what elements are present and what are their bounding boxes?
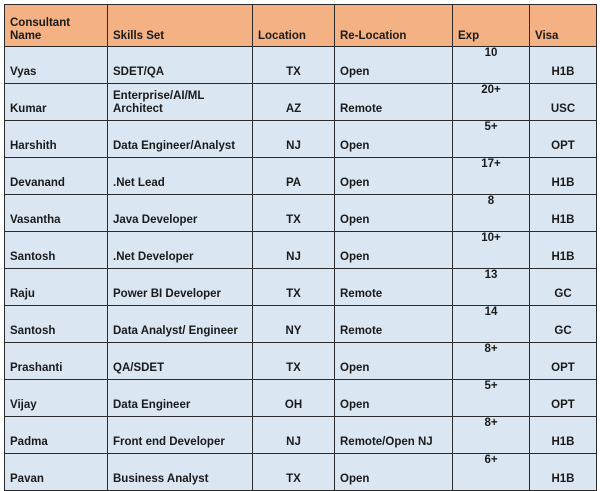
table-row — [5, 343, 597, 380]
table-row — [5, 158, 597, 195]
cell-exp: 8 — [453, 195, 530, 232]
cell-skills: QA/SDET — [108, 343, 253, 380]
cell-location: AZ — [253, 84, 335, 121]
cell-visa: GC — [530, 306, 597, 343]
consultant-sheet — [4, 4, 596, 485]
table-row — [5, 269, 597, 306]
header-name-line2: Name — [10, 30, 42, 42]
cell-location: OH — [253, 380, 335, 417]
table-row — [5, 47, 597, 84]
cell-name: Vasantha — [5, 195, 108, 232]
cell-location: TX — [253, 47, 335, 84]
cell-skills: .Net Lead — [108, 158, 253, 195]
cell-exp: 10 — [453, 47, 530, 84]
cell-exp: 20+ — [453, 84, 530, 121]
cell-relocation: Open — [335, 47, 453, 84]
cell-exp: 6+ — [453, 454, 530, 491]
cell-name: Kumar — [5, 84, 108, 121]
cell-name: Santosh — [5, 306, 108, 343]
cell-name: Vijay — [5, 380, 108, 417]
cell-visa: OPT — [530, 343, 597, 380]
cell-relocation: Remote — [335, 306, 453, 343]
cell-visa: H1B — [530, 158, 597, 195]
cell-relocation: Open — [335, 195, 453, 232]
table-row — [5, 195, 597, 232]
cell-relocation: Open — [335, 158, 453, 195]
table-row — [5, 417, 597, 454]
cell-relocation: Open — [335, 121, 453, 158]
cell-skills — [108, 84, 253, 121]
cell-location: TX — [253, 454, 335, 491]
cell-relocation: Open — [335, 232, 453, 269]
header-skills-set: Skills Set — [108, 5, 253, 47]
cell-location: PA — [253, 158, 335, 195]
table-row — [5, 454, 597, 491]
cell-skills: Data Engineer/Analyst — [108, 121, 253, 158]
cell-relocation: Open — [335, 343, 453, 380]
consultant-table — [4, 4, 597, 491]
cell-exp: 8+ — [453, 417, 530, 454]
cell-skills: Data Engineer — [108, 380, 253, 417]
cell-name: Raju — [5, 269, 108, 306]
cell-name: Devanand — [5, 158, 108, 195]
cell-exp: 13 — [453, 269, 530, 306]
cell-visa: GC — [530, 269, 597, 306]
cell-relocation: Remote — [335, 84, 453, 121]
table-body — [5, 47, 597, 491]
cell-exp: 8+ — [453, 343, 530, 380]
cell-name: Pavan — [5, 454, 108, 491]
table-row — [5, 84, 597, 121]
cell-name: Padma — [5, 417, 108, 454]
cell-visa: OPT — [530, 380, 597, 417]
cell-relocation: Open — [335, 380, 453, 417]
cell-visa: USC — [530, 84, 597, 121]
cell-skills: Java Developer — [108, 195, 253, 232]
table-row — [5, 306, 597, 343]
cell-name: Harshith — [5, 121, 108, 158]
cell-skills: Power BI Developer — [108, 269, 253, 306]
header-location: Location — [253, 5, 335, 47]
cell-location: NJ — [253, 417, 335, 454]
cell-exp: 10+ — [453, 232, 530, 269]
cell-location: NJ — [253, 121, 335, 158]
cell-location: NJ — [253, 232, 335, 269]
cell-skills: SDET/QA — [108, 47, 253, 84]
cell-relocation: Remote/Open NJ — [335, 417, 453, 454]
cell-exp: 5+ — [453, 380, 530, 417]
cell-name: Vyas — [5, 47, 108, 84]
table-row — [5, 380, 597, 417]
header-row — [5, 5, 597, 47]
header-consultant-name — [5, 5, 108, 47]
cell-exp: 14 — [453, 306, 530, 343]
header-exp: Exp — [453, 5, 530, 47]
header-visa: Visa — [530, 5, 597, 47]
cell-skills: Data Analyst/ Engineer — [108, 306, 253, 343]
cell-name: Santosh — [5, 232, 108, 269]
cell-visa: OPT — [530, 121, 597, 158]
cell-relocation: Open — [335, 454, 453, 491]
cell-visa: H1B — [530, 232, 597, 269]
cell-location: TX — [253, 343, 335, 380]
cell-location: NY — [253, 306, 335, 343]
cell-visa: H1B — [530, 195, 597, 232]
cell-visa: H1B — [530, 47, 597, 84]
cell-location: TX — [253, 195, 335, 232]
cell-visa: H1B — [530, 417, 597, 454]
cell-visa: H1B — [530, 454, 597, 491]
cell-location: TX — [253, 269, 335, 306]
cell-skills: Business Analyst — [108, 454, 253, 491]
header-name-line1: Consultant — [10, 17, 71, 29]
cell-skills: Front end Developer — [108, 417, 253, 454]
cell-skills-text: Enterprise/AI/ML Architect — [113, 90, 205, 115]
cell-exp: 17+ — [453, 158, 530, 195]
cell-skills: .Net Developer — [108, 232, 253, 269]
header-relocation: Re-Location — [335, 5, 453, 47]
cell-name: Prashanti — [5, 343, 108, 380]
cell-exp: 5+ — [453, 121, 530, 158]
table-row — [5, 232, 597, 269]
table-row — [5, 121, 597, 158]
cell-relocation: Remote — [335, 269, 453, 306]
